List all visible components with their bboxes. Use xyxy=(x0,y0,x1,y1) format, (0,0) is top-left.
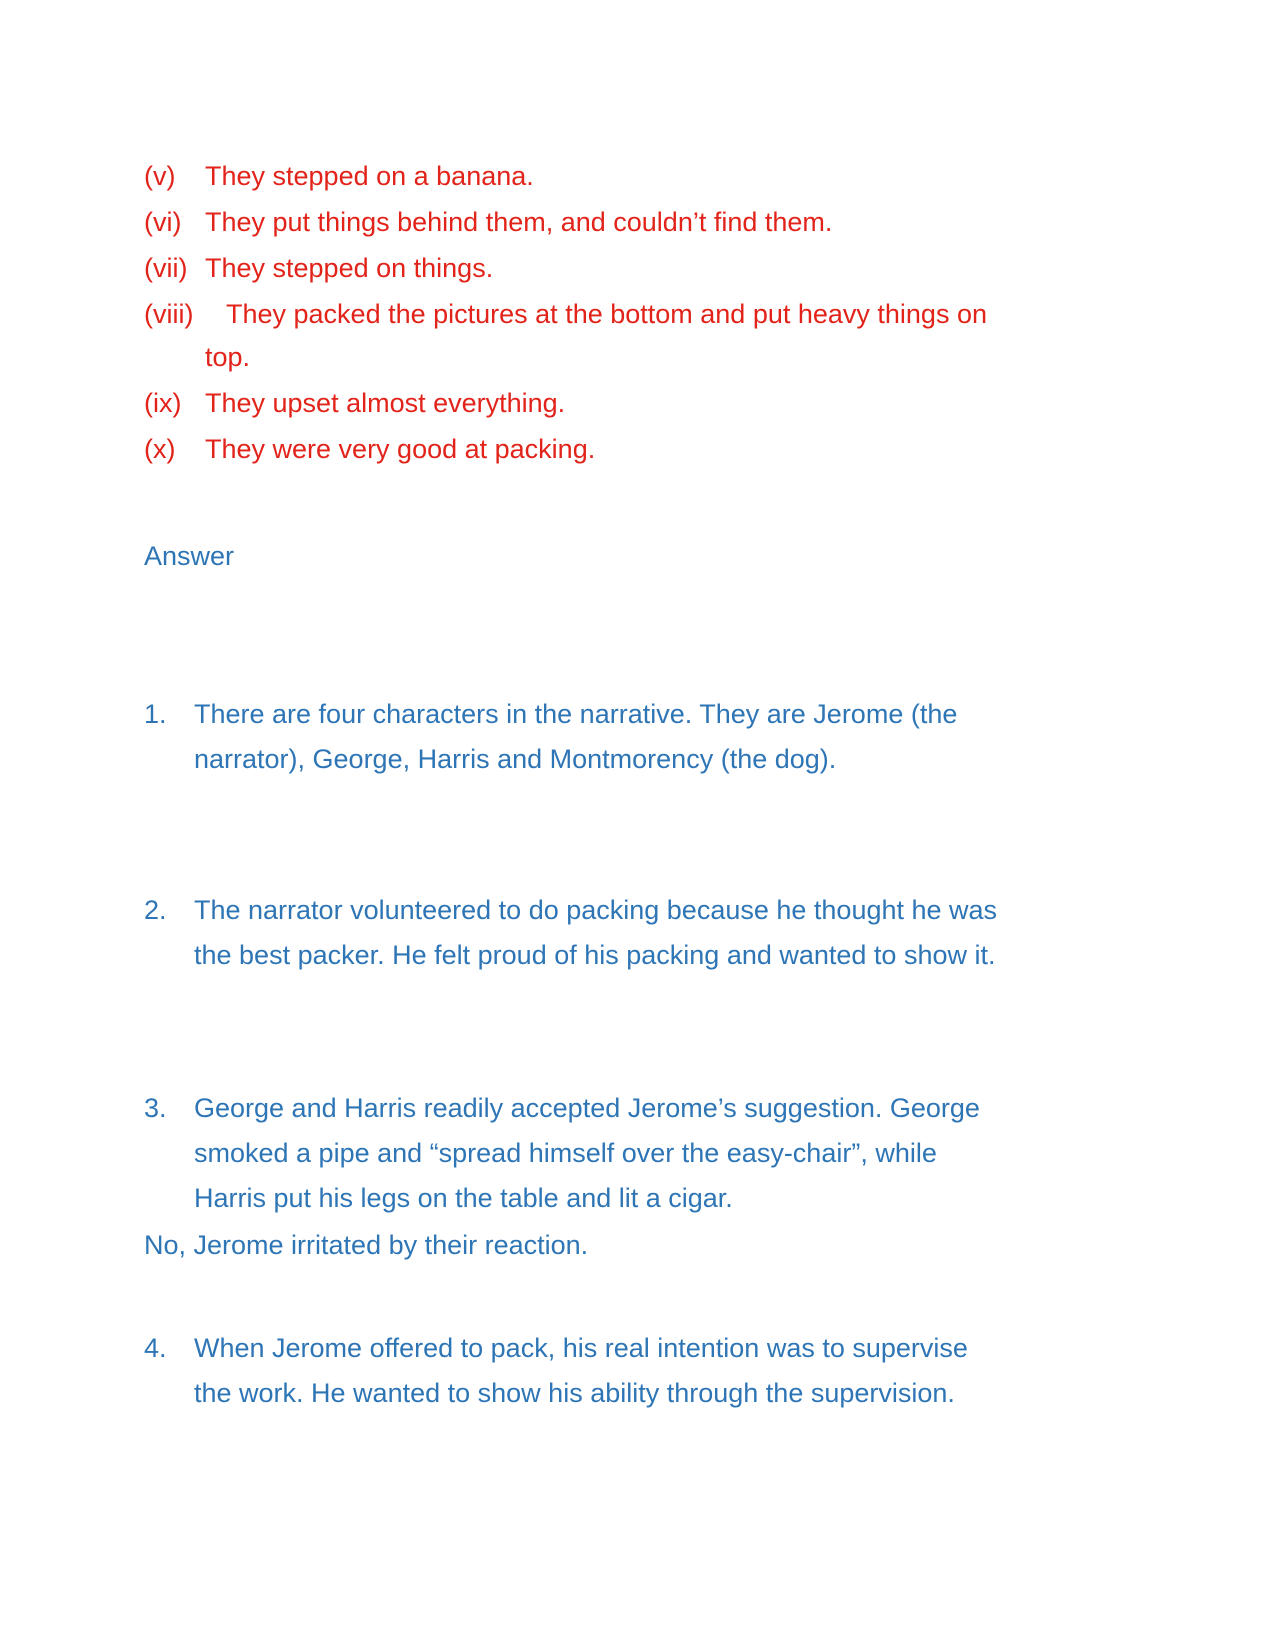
list-item-marker: (vii) xyxy=(144,253,188,283)
list-item-text: They stepped on a banana. xyxy=(205,161,534,191)
list-item-line xyxy=(144,155,1155,198)
list-item-line xyxy=(144,293,1155,336)
list-item-line xyxy=(144,247,1155,290)
answer-item xyxy=(144,692,1155,782)
answers-section xyxy=(144,534,1155,1416)
answer-text: When Jerome offered to pack, his real intention was to supervise xyxy=(194,1333,968,1363)
answer-line xyxy=(144,692,1155,737)
list-item-text: top. xyxy=(205,342,251,372)
answer-line: Harris put his legs on the table and lit a cigar. xyxy=(194,1183,733,1213)
answer-line xyxy=(144,1326,1155,1371)
list-item-marker: (v) xyxy=(144,161,176,191)
question-options-list xyxy=(144,155,1155,471)
list-item xyxy=(144,247,1155,290)
list-item-marker: (viii) xyxy=(144,299,194,329)
list-item xyxy=(144,293,1155,379)
answer-item xyxy=(144,888,1155,978)
list-item-marker: (x) xyxy=(144,434,176,464)
list-item-text: They put things behind them, and couldn’t find them. xyxy=(205,207,833,237)
list-item-line xyxy=(144,201,1155,244)
answer-text: There are four characters in the narrative. They are Jerome (the xyxy=(194,699,958,729)
list-item-text: They were very good at packing. xyxy=(205,434,596,464)
list-item xyxy=(144,201,1155,244)
answer-note: No, Jerome irritated by their reaction. xyxy=(144,1230,589,1260)
answer-number: 1. xyxy=(144,699,167,729)
list-item-text: They stepped on things. xyxy=(205,253,494,283)
answer-text: George and Harris readily accepted Jerome’s suggestion. George xyxy=(194,1093,980,1123)
answer-line xyxy=(144,888,1155,933)
answer-item xyxy=(144,1086,1155,1221)
list-item xyxy=(144,428,1155,471)
answer-number: 3. xyxy=(144,1093,167,1123)
answers-heading: Answer xyxy=(144,541,235,571)
answer-line xyxy=(144,1086,1155,1131)
list-item-text: They packed the pictures at the bottom and put heavy things on xyxy=(226,299,987,329)
list-item-line xyxy=(144,336,1155,379)
answer-line: smoked a pipe and “spread himself over the easy-chair”, while xyxy=(194,1138,937,1168)
answer-number: 2. xyxy=(144,895,167,925)
list-item-line xyxy=(144,428,1155,471)
list-item-text: They upset almost everything. xyxy=(205,388,566,418)
list-item-marker: (vi) xyxy=(144,207,182,237)
answer-line: narrator), George, Harris and Montmorency (the dog). xyxy=(194,744,837,774)
answer-item xyxy=(144,1326,1155,1416)
answer-line: the best packer. He felt proud of his packing and wanted to show it. xyxy=(194,940,996,970)
list-item-line xyxy=(144,382,1155,425)
list-item xyxy=(144,382,1155,425)
list-item xyxy=(144,155,1155,198)
answer-text: The narrator volunteered to do packing because he thought he was xyxy=(194,895,998,925)
answer-number: 4. xyxy=(144,1333,167,1363)
list-item-marker: (ix) xyxy=(144,388,182,418)
answer-line: the work. He wanted to show his ability through the supervision. xyxy=(194,1378,955,1408)
